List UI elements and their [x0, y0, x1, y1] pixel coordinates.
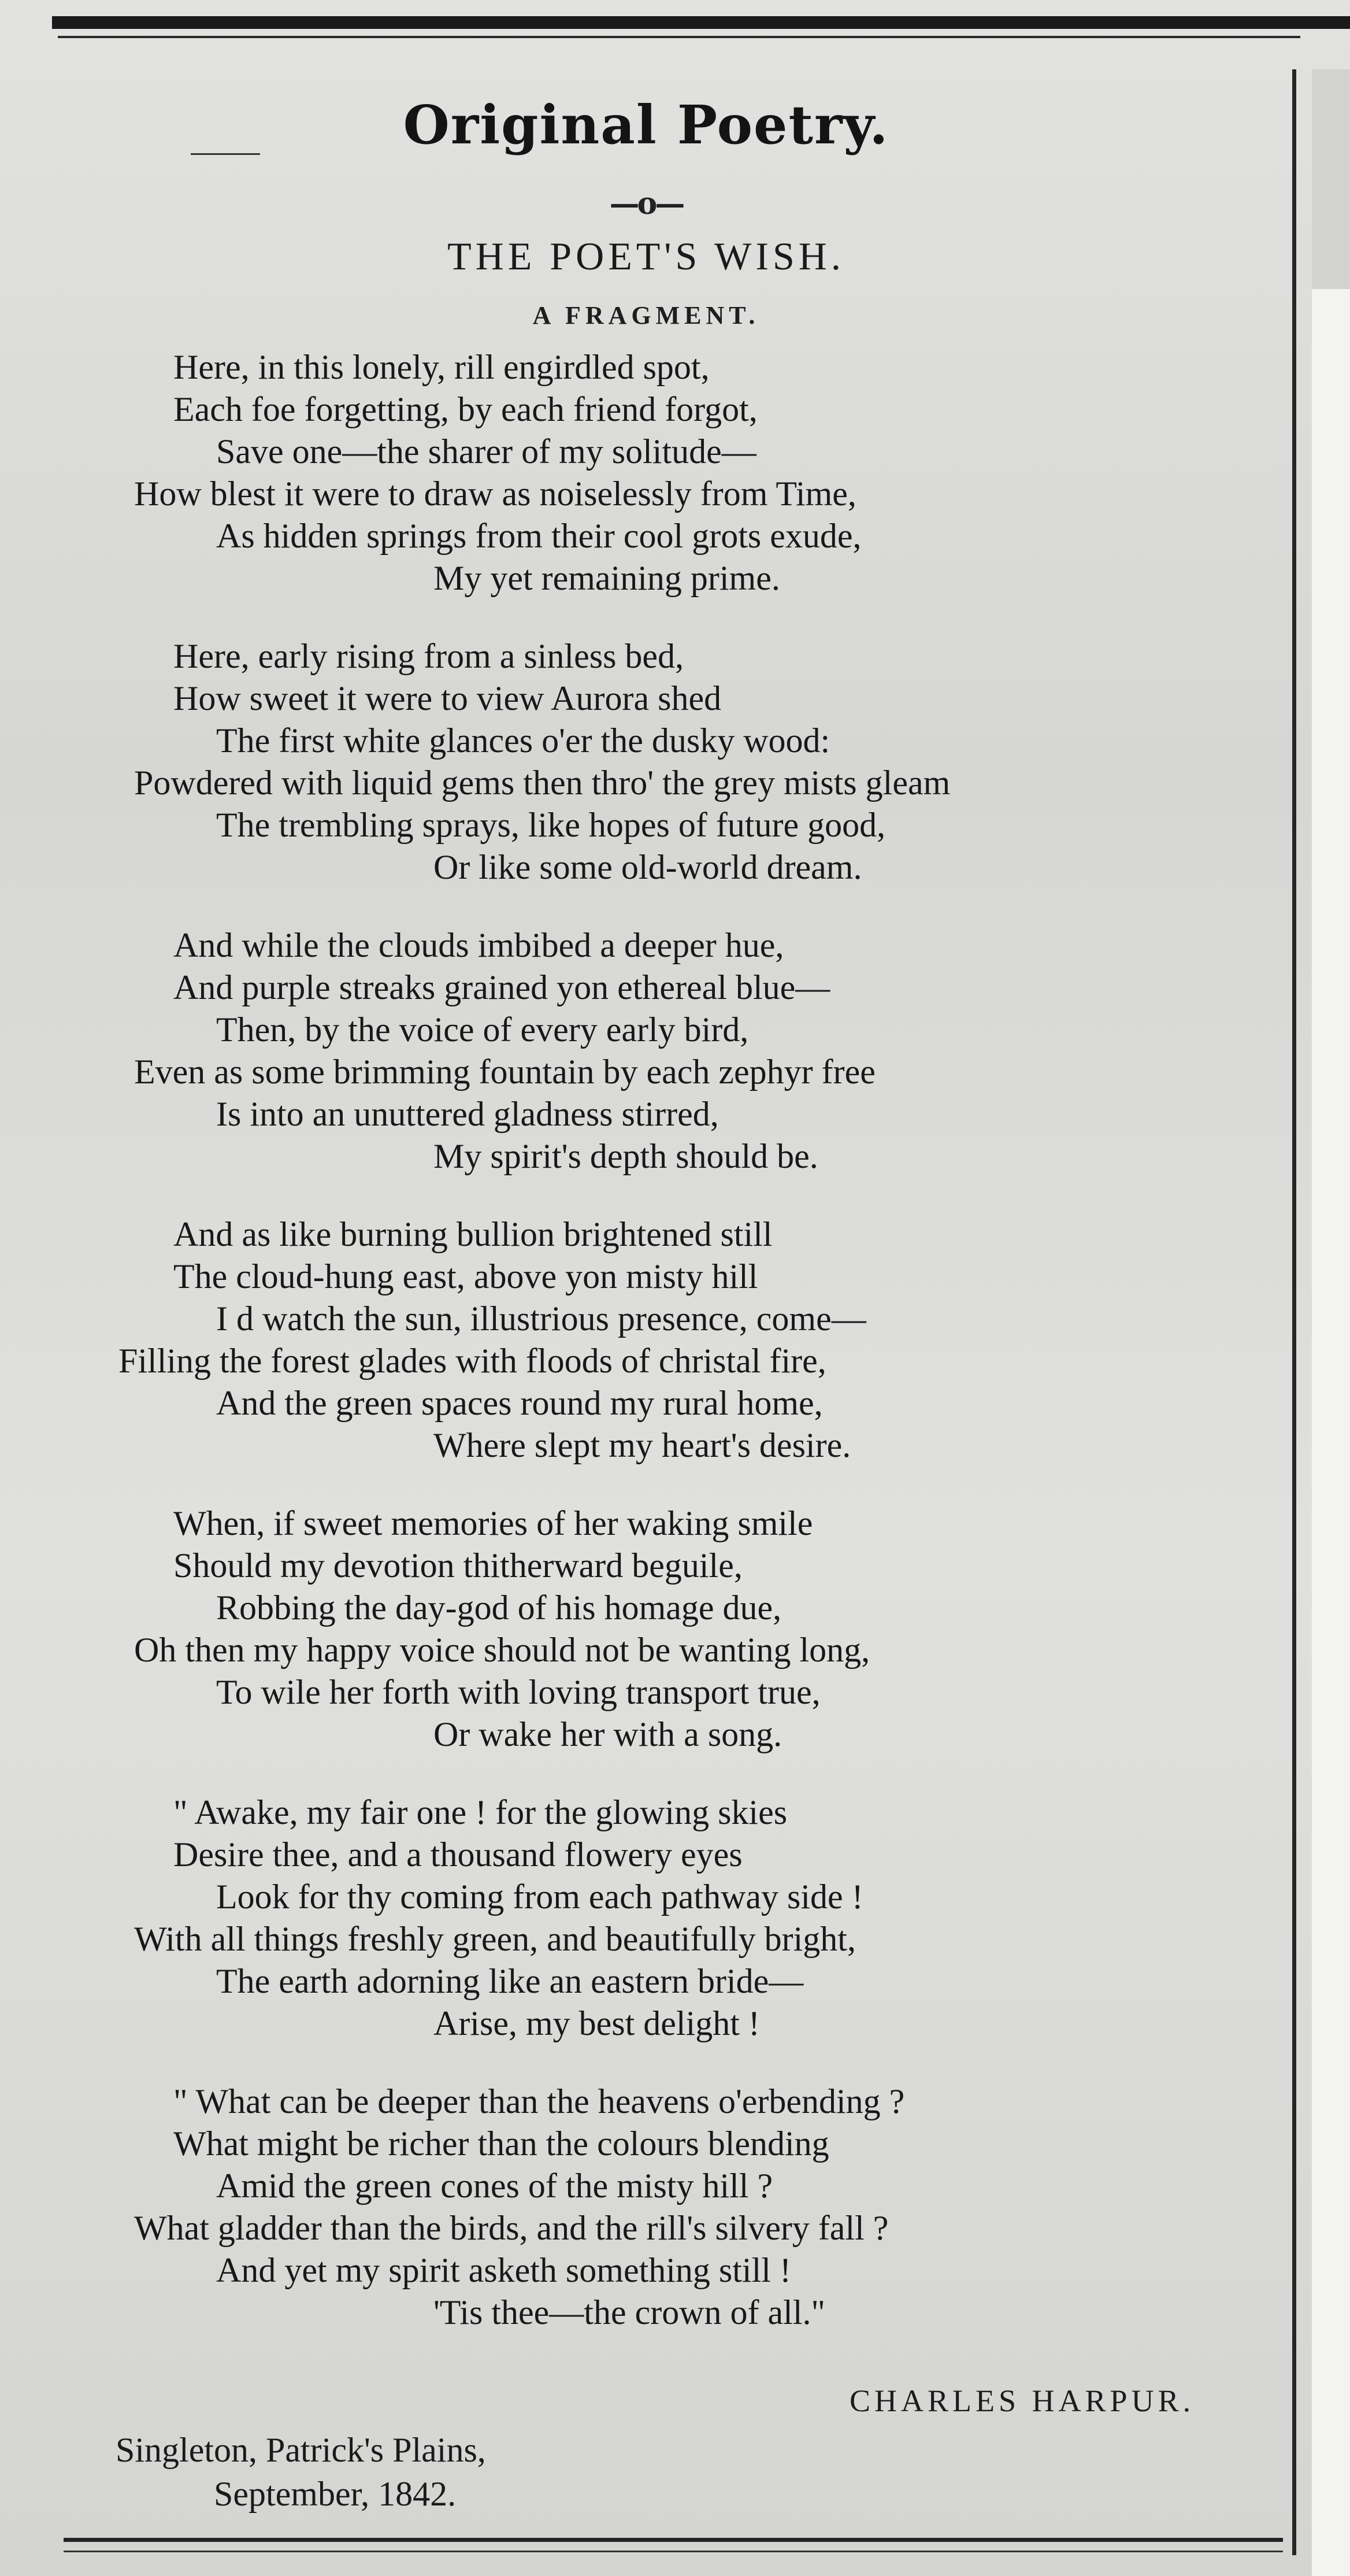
poem-line: Powdered with liquid gems then thro' the grey mists gleam	[134, 764, 951, 802]
poem-line: The first white glances o'er the dusky wood:	[216, 721, 830, 760]
poem-line: The cloud-hung east, above yon misty hill	[173, 1257, 758, 1296]
poem-line: I d watch the sun, illustrious presence, come—	[216, 1300, 866, 1338]
poem-line: What might be richer than the colours blending	[173, 2125, 829, 2163]
poem-subtitle: A FRAGMENT.	[532, 301, 760, 330]
poem-line: With all things freshly green, and beautifully bright,	[134, 1920, 856, 1958]
poem-line: Oh then my happy voice should not be wanting long,	[134, 1631, 870, 1669]
poem-line: 'Tis thee—the crown of all."	[433, 2293, 825, 2331]
page-edge	[1312, 289, 1350, 2576]
poem-line: And yet my spirit asketh something still !	[216, 2251, 791, 2289]
section-heading: Original Poetry.	[403, 94, 889, 156]
poem-line: Even as some brimming fountain by each zephyr free	[134, 1053, 876, 1091]
page-edge-top	[1312, 69, 1350, 289]
poem-line: The earth adorning like an eastern bride—	[216, 1962, 804, 2000]
author-signature: CHARLES HARPUR.	[850, 2383, 1195, 2418]
poem-line: Here, early rising from a sinless bed,	[173, 637, 684, 675]
poem-title: THE POET'S WISH.	[447, 234, 845, 278]
poem-line: The trembling sprays, like hopes of future good,	[216, 806, 886, 844]
poem-line: And as like burning bullion brightened still	[173, 1215, 773, 1253]
bottom-rule	[64, 2538, 1283, 2542]
dateline-date: September, 1842.	[214, 2475, 457, 2513]
poem-line: Should my devotion thitherward beguile,	[173, 1546, 743, 1585]
poem-line: And while the clouds imbibed a deeper hue,	[173, 926, 784, 964]
poem-line: My yet remaining prime.	[433, 559, 780, 597]
poem-line: As hidden springs from their cool grots exude,	[216, 517, 862, 555]
poem-line: When, if sweet memories of her waking smile	[173, 1504, 813, 1542]
poem-line: To wile her forth with loving transport true,	[216, 1673, 821, 1711]
top-thick-rule	[52, 16, 1350, 29]
bottom-rule-thin	[64, 2551, 1283, 2552]
dateline-place: Singleton, Patrick's Plains,	[116, 2431, 486, 2469]
poem-line: Here, in this lonely, rill engirdled spot,	[173, 348, 710, 386]
poem-line: Each foe forgetting, by each friend forgot,	[173, 390, 758, 428]
ornament-divider: —o—	[609, 186, 683, 221]
poem-line: How blest it were to draw as noiselessly from Time,	[134, 475, 856, 513]
poem-line: What gladder than the birds, and the rill's silvery fall ?	[134, 2209, 889, 2247]
poem-line: Filling the forest glades with floods of christal fire,	[118, 1342, 826, 1380]
poem-line: How sweet it were to view Aurora shed	[173, 679, 722, 717]
poem-line: Save one—the sharer of my solitude—	[216, 432, 756, 471]
poem-line: Is into an unuttered gladness stirred,	[216, 1095, 719, 1133]
poem-line: Then, by the voice of every early bird,	[216, 1011, 749, 1049]
poem-line: Where slept my heart's desire.	[433, 1426, 851, 1464]
column-rule	[1292, 69, 1296, 2555]
poem-line: My spirit's depth should be.	[433, 1137, 818, 1175]
poem-line: Arise, my best delight !	[433, 2004, 760, 2042]
poem-line: " What can be deeper than the heavens o'erbending ?	[173, 2082, 905, 2120]
poem-line: Or wake her with a song.	[433, 1715, 782, 1753]
poem-line: Desire thee, and a thousand flowery eyes	[173, 1835, 743, 1874]
poem-line: Amid the green cones of the misty hill ?	[216, 2167, 773, 2205]
poem-line: Robbing the day-god of his homage due,	[216, 1589, 782, 1627]
poem-line: And the green spaces round my rural home,	[216, 1384, 823, 1422]
poem-line: And purple streaks grained yon ethereal blue—	[173, 968, 830, 1006]
poem-line: Or like some old-world dream.	[433, 848, 862, 886]
top-thin-rule	[58, 36, 1300, 38]
poem-line: Look for thy coming from each pathway side !	[216, 1878, 863, 1916]
poem-line: " Awake, my fair one ! for the glowing skies	[173, 1793, 788, 1831]
